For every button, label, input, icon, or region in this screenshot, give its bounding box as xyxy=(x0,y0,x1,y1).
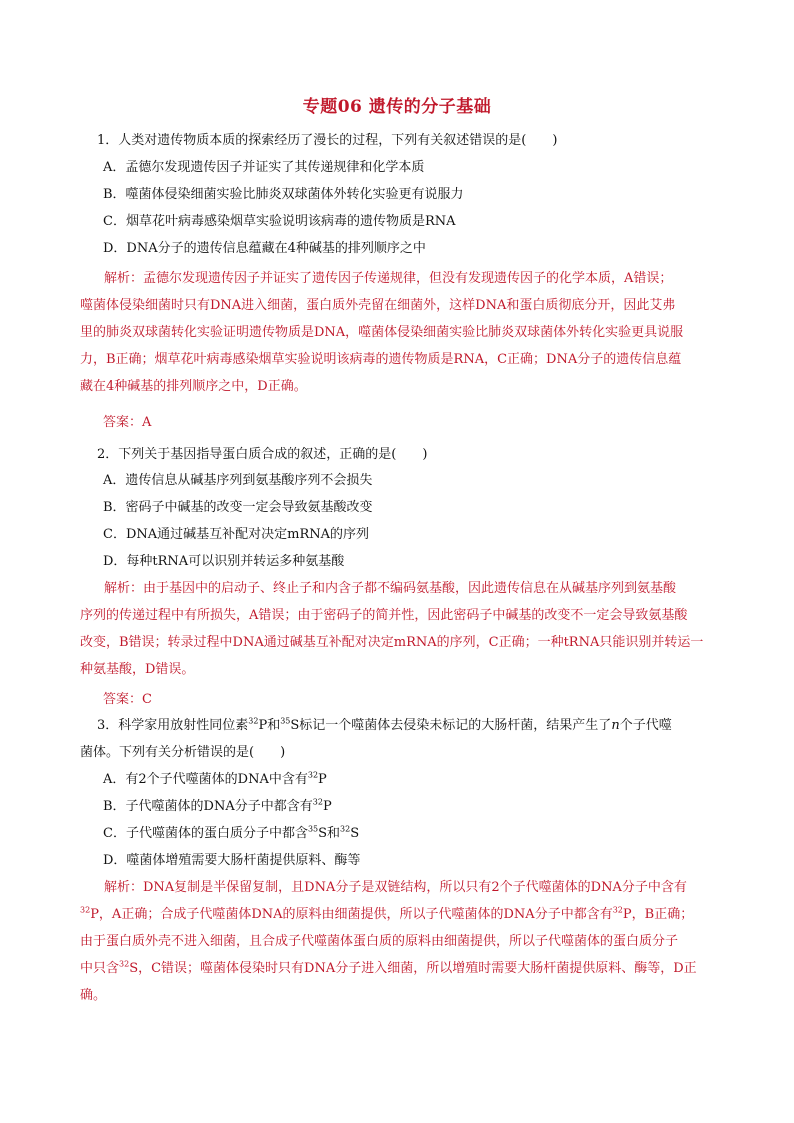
question-2-analysis xyxy=(80,575,720,683)
question-1-option-d: D．DNA分子的遗传信息蕴藏在4种碱基的排列顺序之中 xyxy=(103,241,426,256)
analysis-line: 中只含$^{32}$S，C错误；噬菌体侵染时只有DNA分子进入细菌，所以增殖时需要大肠杆菌提供原料、酶等，D正 xyxy=(80,959,697,976)
question-3-stem-line-1: 3．科学家用放射性同位素$^{32}$P和$^{35}$S标记一个噬菌体去侵染未标记的大肠杆菌，结果产生了n个子代噬 xyxy=(97,716,672,733)
question-1-answer: 答案：A xyxy=(103,415,152,430)
question-3-analysis xyxy=(80,874,720,1009)
question-1-stem: 1．人类对遗传物质本质的探索经历了漫长的过程，下列有关叙述错误的是( ) xyxy=(97,133,558,148)
question-3-option-d: D．噬菌体增殖需要大肠杆菌提供原料、酶等 xyxy=(103,853,361,868)
analysis-line: 解析：孟德尔发现遗传因子并证实了遗传因子传递规律，但没有发现遗传因子的化学本质，A错误； xyxy=(104,271,673,286)
analysis-line: 解析：由于基因中的启动子、终止子和内含子都不编码氨基酸，因此遗传信息在从碱基序列到氨基酸 xyxy=(104,581,677,596)
question-2-answer: 答案：C xyxy=(103,692,152,707)
question-3-stem-line-2: 菌体。下列有关分析错误的是( ) xyxy=(80,745,286,760)
analysis-line: 改变，B错误；转录过程中DNA通过碱基互补配对决定mRNA的序列，C正确；一种tRNA只能识别并转运一 xyxy=(80,635,704,650)
question-2-option-b: B．密码子中碱基的改变一定会导致氨基酸改变 xyxy=(103,500,373,515)
analysis-line: 藏在4种碱基的排列顺序之中，D正确。 xyxy=(80,379,307,394)
question-1-option-c: C．烟草花叶病毒感染烟草实验说明该病毒的遗传物质是RNA xyxy=(103,214,456,229)
question-3-option-a: A．有2个子代噬菌体的DNA中含有$^{32}$P xyxy=(103,770,327,787)
analysis-line: 里的肺炎双球菌转化实验证明遗传物质是DNA，噬菌体侵染细菌实验比肺炎双球菌体外转化实验更具说服 xyxy=(80,325,684,340)
question-2-option-c: C．DNA通过碱基互补配对决定mRNA的序列 xyxy=(103,527,370,542)
analysis-line: 序列的传递过程中有所损失，A错误；由于密码子的简并性，因此密码子中碱基的改变不一定会导致氨基酸 xyxy=(80,608,688,623)
analysis-line: 噬菌体侵染细菌时只有DNA进入细菌，蛋白质外壳留在细菌外，这样DNA和蛋白质彻底分开，因此艾弗 xyxy=(80,298,676,313)
analysis-line: 力，B正确；烟草花叶病毒感染烟草实验说明该病毒的遗传物质是RNA，C正确；DNA分子的遗传信息蕴 xyxy=(80,352,682,367)
analysis-line: 种氨基酸，D错误。 xyxy=(80,662,195,677)
analysis-line: 由于蛋白质外壳不进入细菌，且合成子代噬菌体蛋白质的原料由细菌提供，所以子代噬菌体的蛋白质分子 xyxy=(80,934,679,949)
question-2-stem: 2．下列关于基因指导蛋白质合成的叙述，正确的是( ) xyxy=(97,447,428,462)
analysis-line: 确。 xyxy=(80,988,107,1003)
analysis-line: $^{32}$P，A正确；合成子代噬菌体DNA的原料由细菌提供，所以子代噬菌体的DNA分子中都含有$^{32}$P，B正确； xyxy=(80,905,694,922)
question-2-option-d: D．每种tRNA可以识别并转运多种氨基酸 xyxy=(103,554,345,569)
question-3-option-c: C．子代噬菌体的蛋白质分子中都含$^{35}$S和$^{32}$S xyxy=(103,824,360,841)
question-2-option-a: A．遗传信息从碱基序列到氨基酸序列不会损失 xyxy=(103,473,373,488)
question-3-option-b: B．子代噬菌体的DNA分子中都含有$^{32}$P xyxy=(103,797,332,814)
question-1-option-a: A．孟德尔发现遗传因子并证实了其传递规律和化学本质 xyxy=(103,160,425,175)
analysis-line: 解析：DNA复制是半保留复制，且DNA分子是双链结构，所以只有2个子代噬菌体的DNA分子中含有 xyxy=(104,880,687,895)
page-title: 专题06 遗传的分子基础 xyxy=(302,97,492,117)
question-1-option-b: B．噬菌体侵染细菌实验比肺炎双球菌体外转化实验更有说服力 xyxy=(103,187,464,202)
question-1-analysis xyxy=(80,265,720,400)
